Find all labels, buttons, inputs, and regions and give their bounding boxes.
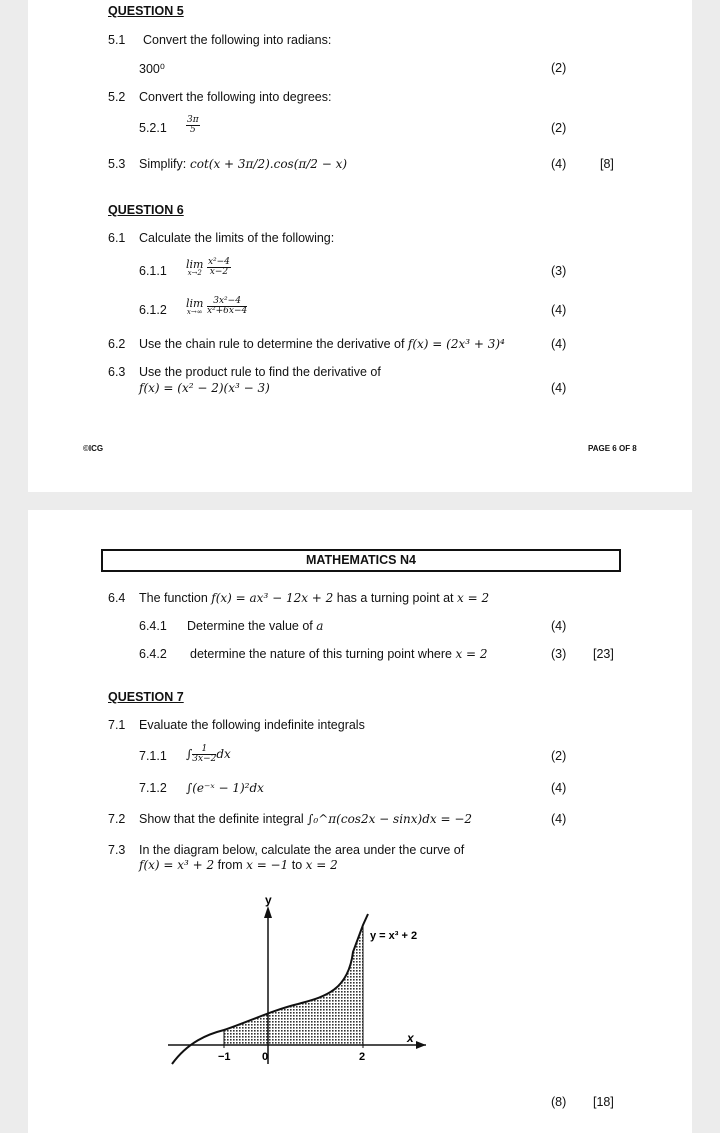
curve-label: y = x³ + 2: [370, 930, 418, 942]
y-axis-arrow: [264, 906, 272, 918]
x-axis-label: x: [407, 1031, 414, 1045]
item-text-with-math: [187, 619, 323, 633]
fraction-denominator: x²+6x−4: [206, 306, 248, 316]
subitem-number: 6.4.1: [139, 619, 167, 633]
expression: ∫(e⁻ˣ − 1)²dx: [186, 781, 264, 795]
integral-sign: ∫: [186, 747, 193, 761]
item-text-with-math: [190, 647, 488, 661]
limit-expression: [186, 297, 247, 316]
footer-copyright: ©ICG: [83, 444, 104, 453]
marks: (4): [551, 381, 567, 395]
item-text: Use the chain rule to determine the derivative of: [139, 337, 408, 351]
fraction-numerator: 3x²−4: [207, 297, 247, 307]
fraction-denominator: x−2: [209, 267, 229, 277]
limit-word: lim: [186, 296, 204, 310]
item-text-with-math: [139, 812, 472, 826]
item-value: 300⁰: [139, 62, 165, 76]
subitem-number: 6.4.2: [139, 647, 167, 661]
marks: (2): [551, 61, 567, 75]
item-text: Show that the definite integral: [139, 812, 308, 826]
fraction: [186, 116, 200, 135]
item-text: from: [214, 858, 247, 872]
marks: (4): [551, 157, 567, 171]
expression: f(x) = ax³ − 12x + 2: [211, 591, 334, 605]
item-number: 5.2: [108, 90, 126, 104]
fraction-numerator: 1: [192, 745, 216, 755]
item-text: Convert the following into degrees:: [139, 90, 332, 104]
marks: (4): [551, 303, 567, 317]
expression: ∫₀^π(cos2x − sinx)dx = −2: [307, 812, 473, 826]
item-text: determine the nature of this turning point where: [190, 647, 456, 661]
y-axis-label: y: [265, 893, 272, 907]
item-text: Convert the following into radians:: [143, 33, 332, 47]
item-number: 7.3: [108, 843, 126, 857]
item-number: 5.1: [108, 33, 126, 47]
marks: (2): [551, 121, 567, 135]
subitem-number: 7.1.1: [139, 749, 167, 763]
tick-label-0: 0: [262, 1051, 269, 1063]
footer-page-number: PAGE 6 OF 8: [588, 444, 637, 453]
marks: (4): [551, 337, 567, 351]
question-5-heading: QUESTION 5: [108, 4, 184, 18]
subitem-number: 6.1.2: [139, 303, 167, 317]
item-text: Use the product rule to find the derivative of: [139, 365, 381, 379]
page-header: MATHEMATICS N4: [101, 549, 621, 572]
item-text: Determine the value of: [187, 619, 317, 633]
marks: (3): [551, 264, 567, 278]
item-number: 7.2: [108, 812, 126, 826]
item-text-with-math: [139, 337, 505, 351]
page-6: [28, 0, 692, 492]
item-text: has a turning point at: [333, 591, 457, 605]
item-text: The function: [139, 591, 212, 605]
tick-label-neg1: −1: [218, 1051, 231, 1063]
marks: (4): [551, 812, 567, 826]
limit-word: lim: [186, 257, 204, 271]
question-7-heading: QUESTION 7: [108, 690, 184, 704]
area-under-curve-diagram: [158, 892, 428, 1070]
item-text-with-math: [139, 858, 338, 872]
expression: cot(x + 3π/2).cos(π/2 − x): [190, 157, 348, 171]
expression: x = 2: [455, 647, 488, 661]
item-text: to: [288, 858, 306, 872]
expression: x = 2: [457, 591, 490, 605]
item-text: Evaluate the following indefinite integrals: [139, 718, 365, 732]
tick-label-2: 2: [359, 1051, 366, 1063]
subitem-number: 6.1.1: [139, 264, 167, 278]
subitem-number: 5.2.1: [139, 121, 167, 135]
expression: a: [316, 619, 324, 633]
marks: (4): [551, 619, 567, 633]
page-7: [28, 510, 692, 1133]
expression: f(x) = (2x³ + 3)⁴: [407, 337, 505, 351]
item-number: 7.1: [108, 718, 126, 732]
limit-subscript: x→∞: [186, 307, 203, 316]
limit-expression: [186, 258, 231, 277]
item-number: 6.2: [108, 337, 126, 351]
item-number: 5.3: [108, 157, 126, 171]
item-text: Simplify:: [139, 157, 187, 171]
marks: (2): [551, 749, 567, 763]
marks: (4): [551, 781, 567, 795]
x-axis-arrow: [416, 1041, 426, 1049]
fraction-numerator: x²−4: [207, 257, 230, 267]
expression: f(x) = x³ + 2: [139, 858, 215, 872]
marks: (3): [551, 647, 567, 661]
item-text: In the diagram below, calculate the area under the curve of: [139, 843, 465, 857]
expression: x = −1: [246, 858, 289, 872]
question-total: [8]: [600, 157, 614, 171]
question-total: [23]: [593, 647, 614, 661]
item-text-with-math: [139, 591, 489, 605]
fraction-numerator: 3π: [187, 115, 199, 125]
question-6-heading: QUESTION 6: [108, 203, 184, 217]
fraction-denominator: 3x−2: [192, 754, 217, 764]
expression: x = 2: [305, 858, 338, 872]
differential: dx: [216, 747, 231, 761]
subitem-number: 7.1.2: [139, 781, 167, 795]
shaded-area: [224, 925, 363, 1045]
limit-subscript: x→2: [187, 268, 202, 277]
item-text: Calculate the limits of the following:: [139, 231, 335, 245]
expression: f(x) = (x² − 2)(x³ − 3): [139, 381, 270, 395]
fraction-denominator: 5: [189, 125, 196, 135]
item-number: 6.3: [108, 365, 126, 379]
item-number: 6.1: [108, 231, 126, 245]
integral-expression: [186, 745, 231, 764]
question-total: [18]: [593, 1095, 614, 1109]
marks: (8): [551, 1095, 567, 1109]
item-number: 6.4: [108, 591, 126, 605]
